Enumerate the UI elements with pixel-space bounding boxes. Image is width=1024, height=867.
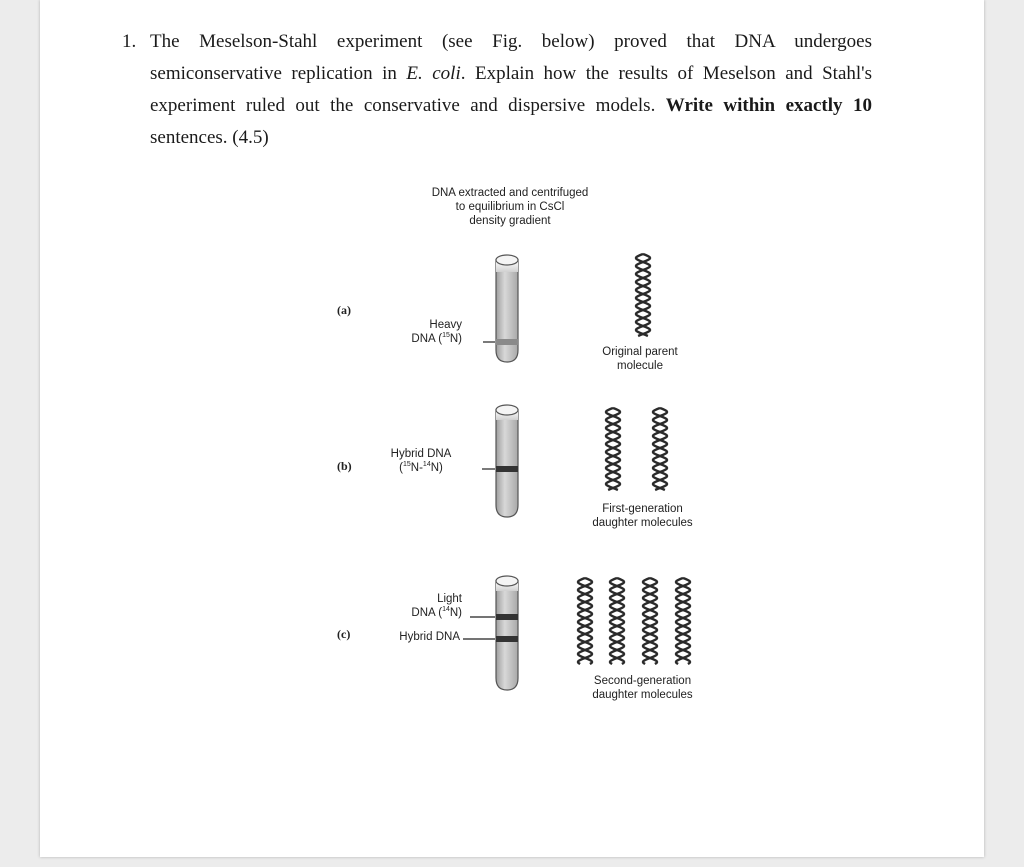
question-line-3-start: experiment ruled out the conservative and dispersive models.: [150, 95, 666, 116]
panel-c-label: (c): [337, 627, 351, 641]
hybrid-band-b: [496, 466, 518, 472]
question-line-2-start: semiconservative replication in: [150, 63, 407, 84]
bold-instruction: Write within exactly 10: [665, 95, 872, 116]
dna-helices: [578, 254, 690, 664]
caption-original-parent: Original parent molecule: [602, 346, 678, 372]
question-line-1: The Meselson-Stahl experiment (see Fig. below) proved that DNA undergoes: [150, 31, 872, 52]
helix-gen2-3: [643, 578, 657, 664]
centrifuge-tube-b: [482, 405, 518, 517]
heavy-dna-line-1: Heavy: [429, 319, 462, 331]
helix-parent: [636, 254, 650, 336]
light-band: [496, 614, 518, 620]
light-dna-line-1: Light: [437, 593, 462, 605]
helix-gen2-1: [578, 578, 592, 664]
panel-a-label: (a): [337, 303, 351, 317]
figure-header-line-3: density gradient: [469, 215, 551, 227]
hybrid-dna-b-line-2: ($^{15}$N-$^{14}$N): [399, 461, 443, 474]
figure-graphics: [40, 0, 984, 857]
caption-second-generation: Second-generation daughter molecules: [592, 675, 693, 701]
figure-header-line-1: DNA extracted and centrifuged: [431, 187, 589, 199]
question-line-4: sentences. (4.5): [150, 127, 269, 148]
species-name: E. coli: [406, 63, 461, 84]
document-page: [40, 0, 984, 857]
hybrid-dna-b-line-1: Hybrid DNA: [390, 448, 452, 460]
heavy-dna-line-2: DNA ($^{15}$N): [411, 332, 462, 345]
light-dna-line-2: DNA ($^{14}$N): [411, 606, 462, 619]
question-number: 1.: [122, 31, 137, 52]
heavy-band: [496, 339, 518, 345]
helix-gen1-right: [653, 408, 667, 490]
centrifuge-tube-c: [463, 576, 518, 690]
helix-gen2-2: [610, 578, 624, 664]
helix-gen2-4: [676, 578, 690, 664]
hybrid-band-c: [496, 636, 518, 642]
caption-first-generation: First-generation daughter molecules: [592, 503, 693, 529]
centrifuge-tube-a: [483, 255, 518, 362]
hybrid-dna-label-c: Hybrid DNA: [399, 631, 460, 643]
figure-header-line-2: to equilibrium in CsCl: [455, 201, 565, 213]
question-line-2-end: . Explain how the results of Meselson and Stahl's: [460, 63, 872, 84]
helix-gen1-left: [606, 408, 620, 490]
panel-b-label: (b): [337, 459, 352, 473]
